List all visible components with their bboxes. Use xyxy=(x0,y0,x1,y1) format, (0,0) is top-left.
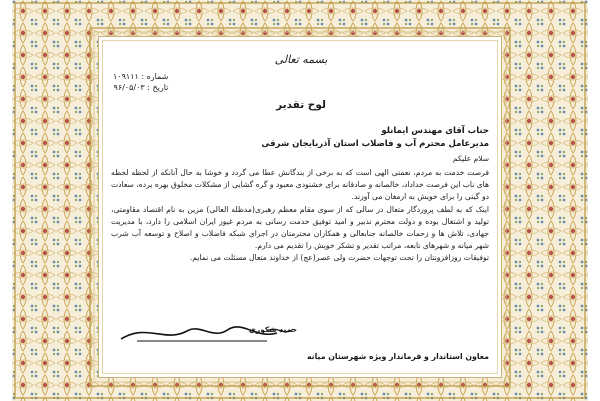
certificate-title: لوح تقدیر xyxy=(276,99,326,111)
body-paragraph-1: فرصت خدمت به مردم، نعمتی الهی است که به برخی از بندگانش عطا می گردد و خوشا به حال آنانکه از لحظه لحظه های ناب این فرصت خداداد، خالصانه و صادقانه برای خشنودی معبود و گره گشایی از مشکلات مخلوق بهره برده، سعادت دو گیتی را برای خویش به ارمغان می آورند. xyxy=(111,168,489,202)
signer-title: معاون استاندار و فرماندار ویژه شهرستان میانه xyxy=(306,352,489,361)
addressee-block xyxy=(261,125,489,151)
handwritten-signature xyxy=(117,319,377,345)
document-panel xyxy=(98,36,502,378)
letter-body xyxy=(111,167,489,265)
heading-text: بسمه تعالی xyxy=(274,53,328,66)
addressee-position: مدیرعامل محترم آب و فاضلاب استان آذربایجان شرقی xyxy=(261,139,489,149)
heading xyxy=(99,53,503,66)
body-paragraph-2: اینک که به لطف پروردگار متعال در سالی که از سوی مقام معظم رهبری(مدظله العالی) مزین به نام اقتصاد مقاومتی، تولید و اشتغال بوده و دولت محترم تدبیر و امید توفیق خدمت رسانی به مردم غیور ایران اسلامی را دارد، با مدیریت جهادی، تلاش ها و زحمات خالصانه جنابعالی و همکاران محترمتان در اجرای شبکه فاضلاب و اصلاح و توسعه آب شرب شهر میانه و شهرهای تابعه، مراتب تقدیر و تشکر خویش را تقدیم می دارم. xyxy=(111,204,489,251)
certificate-frame xyxy=(12,0,588,401)
signature-name: حمید شکوری xyxy=(249,325,298,334)
greeting: سلام علیکم xyxy=(452,154,489,163)
addressee-name: جناب آقای مهندس ایمانلو xyxy=(381,126,489,136)
reference-block xyxy=(113,71,168,93)
reference-number: شماره : ۱۰۹۱۱۱ xyxy=(113,72,169,81)
body-paragraph-3: توفیقات روزافزونتان را تحت توجهات حضرت ولی عصر(عج) از خداوند متعال مسئلت می نمایم. xyxy=(189,253,489,263)
reference-date: تاریخ : ۹۶/۰۵/۰۳ xyxy=(113,83,169,92)
